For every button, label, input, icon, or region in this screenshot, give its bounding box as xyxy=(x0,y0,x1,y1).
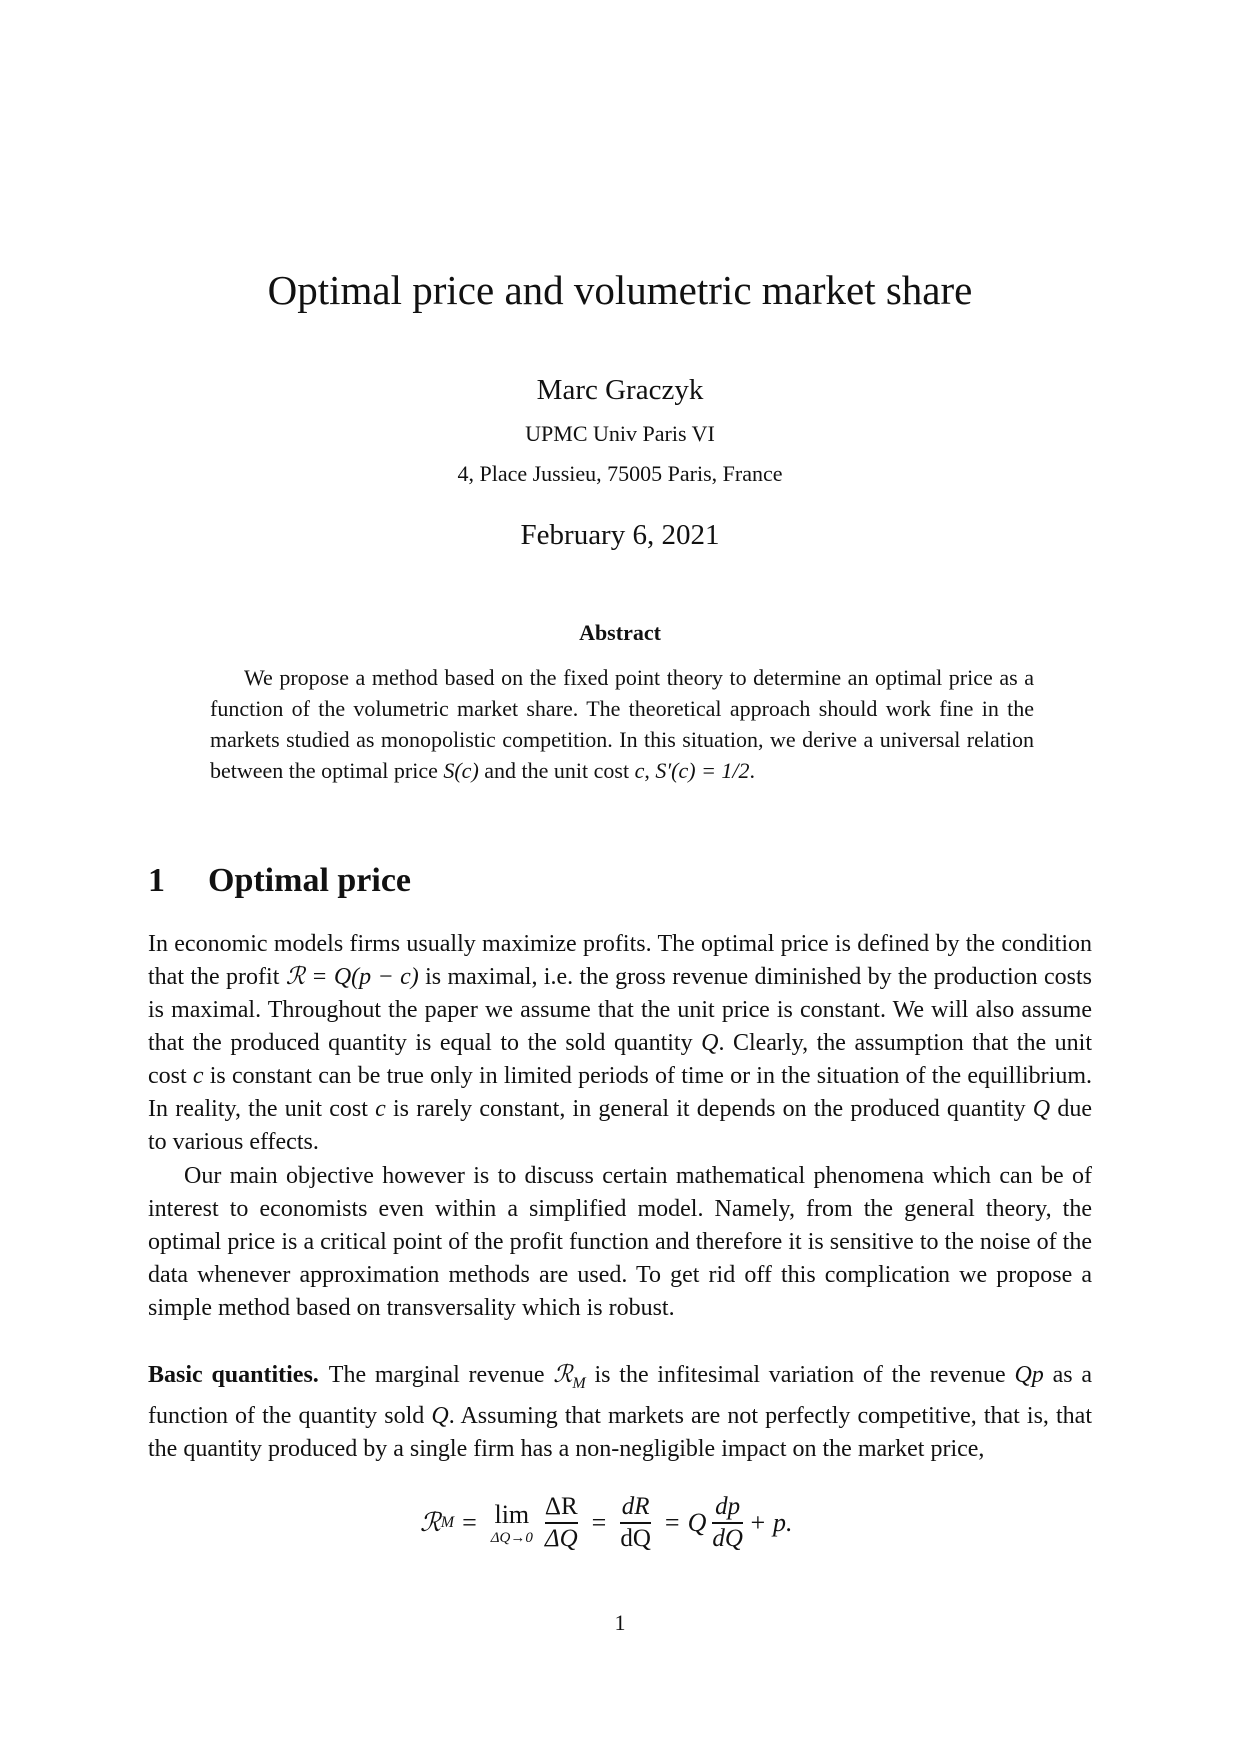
math-inline: ℛ = Q(p − c) xyxy=(285,964,419,990)
eq-fraction-1 xyxy=(545,1492,578,1554)
body-text: The marginal revenue xyxy=(328,1362,554,1388)
abstract-paragraph xyxy=(210,662,1034,786)
paper-date: February 6, 2021 xyxy=(520,519,720,551)
section-number: 1 xyxy=(148,862,165,899)
body-text: is the infitesimal variation of the revenue xyxy=(585,1362,1015,1388)
paragraph-1 xyxy=(148,928,1092,1159)
display-equation xyxy=(420,1488,840,1558)
abstract-heading: Abstract xyxy=(579,620,661,645)
eq-lhs: ℛ xyxy=(420,1508,441,1538)
abstract-text: , xyxy=(644,758,656,783)
eq-fraction-numerator: dp xyxy=(715,1493,741,1521)
eq-tail: + p. xyxy=(748,1508,793,1537)
body-text: as a function of the quantity sold xyxy=(148,1362,1092,1429)
math-inline: Q xyxy=(431,1402,449,1429)
math-inline: ℛ xyxy=(553,1360,573,1388)
math-inline: Q xyxy=(701,1030,719,1056)
section-title: Optimal price xyxy=(208,862,412,899)
math-inline: S′(c) = 1/2 xyxy=(655,758,750,783)
paper-title: Optimal price and volumetric market share xyxy=(267,267,973,313)
math-inline: Qp xyxy=(1014,1362,1044,1388)
eq-lim-label: lim xyxy=(494,1500,530,1529)
eq-fraction-denominator: dQ xyxy=(712,1524,743,1552)
body-text: In economic models firms usually maximize profits. The optimal price is defined by the condition that the profit xyxy=(148,931,1092,990)
abstract-body xyxy=(210,662,1034,786)
body-text: due to various effects. xyxy=(148,1096,1092,1155)
math-inline: Q xyxy=(1032,1096,1051,1122)
author-affiliation: UPMC Univ Paris VI xyxy=(525,421,715,446)
eq-fraction-denominator: dQ xyxy=(620,1524,651,1552)
author-address: 4, Place Jussieu, 75005 Paris, France xyxy=(457,461,783,486)
math-inline: c xyxy=(375,1096,386,1122)
abstract-text: and the unit cost xyxy=(478,758,635,783)
body-text: . Clearly, the assumption that the unit cost xyxy=(148,1030,1092,1089)
body-text: is rarely constant, in general it depends on the produced quantity xyxy=(385,1096,1033,1122)
eq-fraction-3 xyxy=(712,1492,743,1554)
math-inline: c xyxy=(192,1063,204,1089)
page-number: 1 xyxy=(614,1610,626,1635)
eq-equals: = xyxy=(462,1508,477,1537)
author-name: Marc Graczyk xyxy=(536,374,704,406)
math-subscript: M xyxy=(572,1374,586,1392)
eq-fraction-denominator: ΔQ xyxy=(544,1524,578,1552)
paragraph-lead: Basic quantities. xyxy=(148,1362,319,1388)
math-inline: S(c) xyxy=(443,758,479,783)
section-heading xyxy=(148,862,411,900)
paragraph-2: Our main objective however is to discuss certain mathematical phenomena which can be of interest to economists even within a simplified model. Namely, from the general theory, the optimal price is a critical point of the profit function and therefore it is sensitive to the noise of the data whenever approximation methods are used. To get rid off this complication we propose a simple method based on transversality which is robust. xyxy=(148,1163,1092,1321)
body-text: . Assuming that markets are not perfectly competitive, that is, that the quantity produced by a single firm has a non-negligible impact on the market price, xyxy=(148,1402,1092,1462)
math-inline: c xyxy=(634,758,645,783)
abstract-text: . xyxy=(749,758,756,783)
eq-equals: = xyxy=(664,1508,680,1537)
eq-fraction-numerator: ΔR xyxy=(544,1493,578,1521)
body-text: is constant can be true only in limited periods of time or in the situation of the equillibrium. In reality, the unit cost xyxy=(148,1063,1092,1122)
eq-equals: = xyxy=(591,1508,607,1537)
eq-lim-subscript: ΔQ→0 xyxy=(490,1530,533,1546)
eq-fraction-2 xyxy=(620,1492,651,1554)
abstract-text: We propose a method based on the fixed point theory to determine an optimal price as a function of the volumetric market share. The theoretical approach should work fine in the markets studied as monopolistic competition. In this situation, we derive a universal relation between the optimal price xyxy=(210,665,1034,783)
eq-lhs-subscript: M xyxy=(440,1514,455,1531)
body-text: is maximal, i.e. the gross revenue diminished by the production costs is maximal. Throughout the paper we assume that the unit price is constant. We will also assume that the produced quantity is equal to the sold quantity xyxy=(148,964,1092,1056)
paragraph-3 xyxy=(148,1358,1092,1466)
eq-q: Q xyxy=(687,1508,707,1537)
eq-fraction-numerator: dR xyxy=(621,1493,650,1521)
eq-limit xyxy=(491,1500,533,1546)
